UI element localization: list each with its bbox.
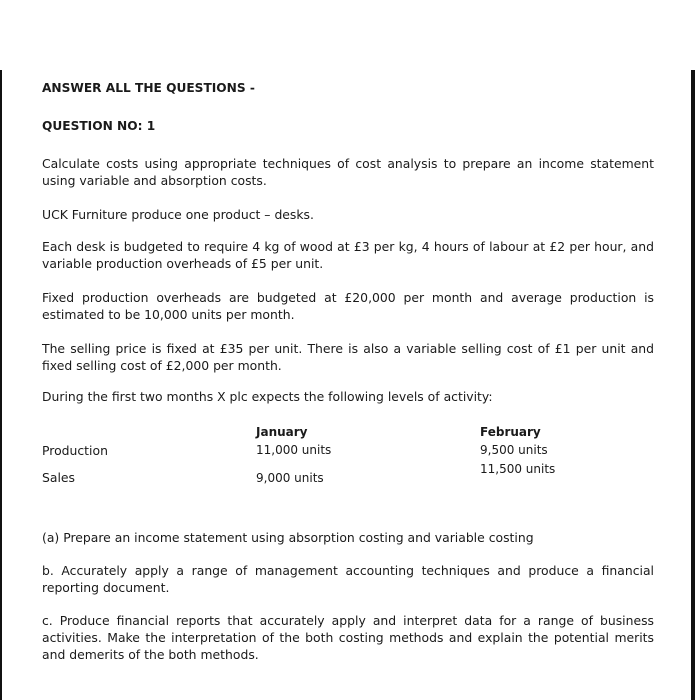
table-cell-production-january: 11,000 units (256, 443, 332, 457)
budget-paragraph: Each desk is budgeted to require 4 kg of wood at £3 per kg, 4 hours of labour at £2 per hour, and variable production overheads of £5 per unit. (42, 239, 654, 271)
intro-paragraph: Calculate costs using appropriate techniques of cost analysis to prepare an income statement using variable and absorption costs. (42, 156, 654, 188)
table-cell-sales-february: 11,500 units (480, 462, 556, 476)
table-row-label-production: Production (42, 443, 108, 458)
table-header-february: February (480, 425, 541, 439)
table-row-label-sales: Sales (42, 470, 75, 485)
company-paragraph: UCK Furniture produce one product – desks. (42, 207, 314, 222)
question-title: QUESTION NO: 1 (42, 119, 156, 133)
page-border-left (0, 70, 2, 700)
task-a: (a) Prepare an income statement using absorption costing and variable costing (42, 530, 534, 545)
task-c: c. Produce financial reports that accurately apply and interpret data for a range of business activities. Make the interpretation of the both costing methods and explain the potential merits and demerits of the both methods. (42, 613, 654, 662)
page-border-right (691, 70, 695, 700)
fixed-overheads-paragraph: Fixed production overheads are budgeted at £20,000 per month and average production is estimated to be 10,000 units per month. (42, 290, 654, 322)
table-cell-sales-january: 9,000 units (256, 471, 324, 485)
activity-paragraph: During the first two months X plc expects the following levels of activity: (42, 389, 493, 404)
selling-paragraph: The selling price is fixed at £35 per unit. There is also a variable selling cost of £1 per unit and fixed selling cost of £2,000 per month. (42, 341, 654, 373)
table-cell-production-february: 9,500 units (480, 443, 548, 457)
instructions-heading: ANSWER ALL THE QUESTIONS - (42, 81, 255, 95)
table-header-january: January (256, 425, 308, 439)
task-b: b. Accurately apply a range of management accounting techniques and produce a financial reporting document. (42, 563, 654, 595)
